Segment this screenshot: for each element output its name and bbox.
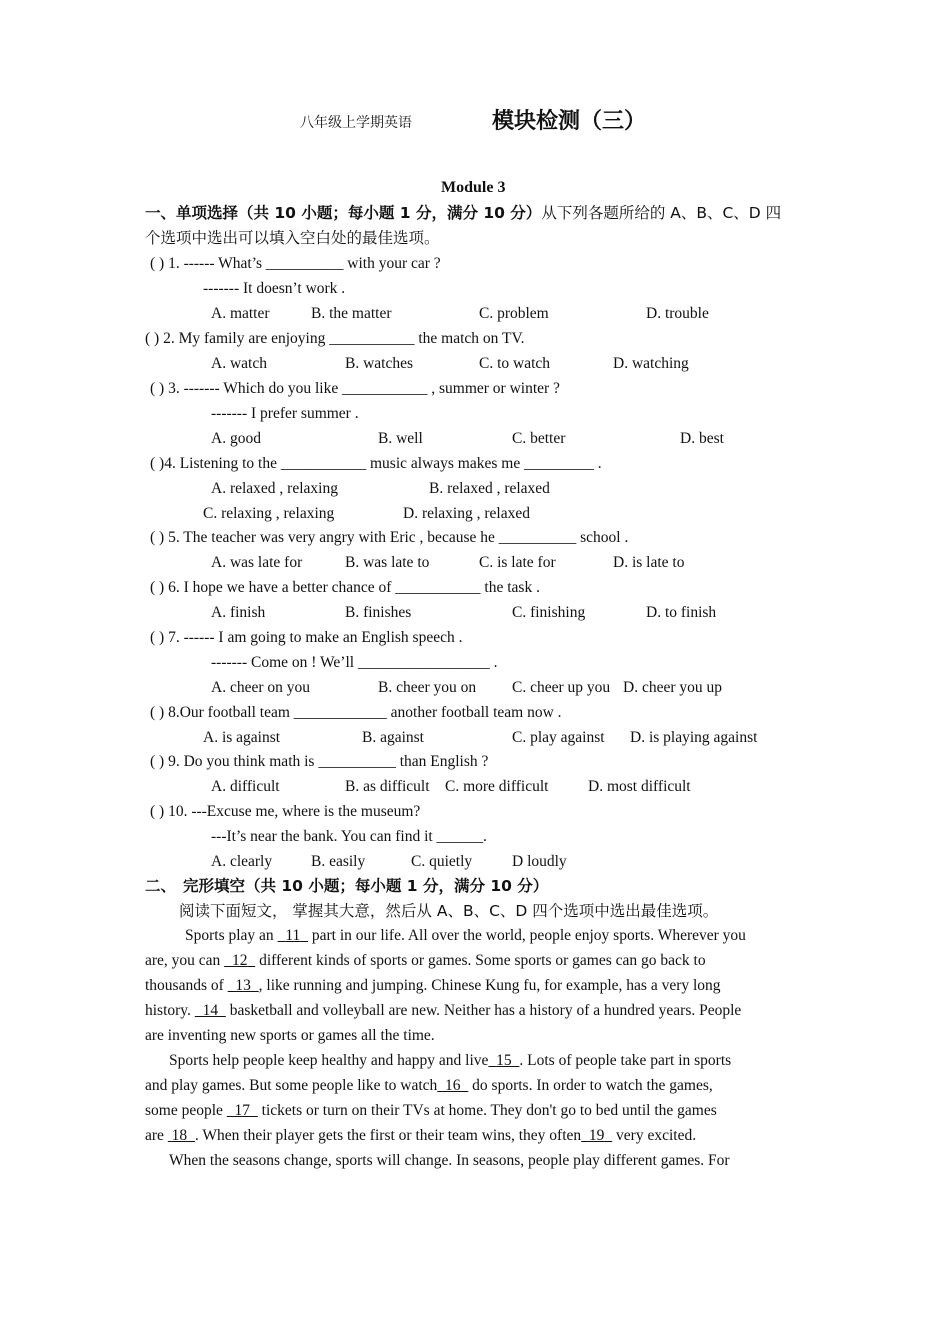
module-title: Module 3 [441, 179, 506, 196]
question-7-line2: ------- Come on ! We’ll _________________ . [211, 654, 498, 671]
q5-option-a: A. was late for [211, 554, 303, 571]
q2-option-d: D. watching [613, 355, 689, 372]
section1-heading-tail: 从下列各题所给的 A、B、C、D 四 [541, 204, 782, 222]
q8-option-b: B. against [362, 729, 424, 746]
q1-option-c: C. problem [479, 305, 549, 322]
blank-number: 15 [496, 1052, 512, 1069]
passage-text: part in our life. All over the world, people enjoy sports. Wherever you [308, 927, 746, 944]
question-3-line2: ------- I prefer summer . [211, 405, 359, 422]
blank-number: 11 [285, 927, 301, 944]
section2-heading: 完形填空（共 10 小题；每小题 1 分，满分 10 分） [183, 877, 549, 895]
blank-19 [581, 1127, 612, 1144]
section2-heading-number: 二、 [145, 877, 177, 895]
question-3: ( ) 3. ------- Which do you like ___________ , summer or winter ? [150, 380, 560, 397]
q4-option-c: C. relaxing , relaxing [203, 505, 335, 522]
q1-option-d: D. trouble [646, 305, 709, 322]
q9-option-d: D. most difficult [588, 778, 691, 795]
passage-text: different kinds of sports or games. Some sports or games can go back to [255, 952, 706, 969]
passage-text: Sports help people keep healthy and happy and live [169, 1052, 489, 1069]
blank-number: 18 [171, 1127, 188, 1144]
blank-number: 19 [588, 1127, 605, 1144]
passage-line-7 [145, 1076, 713, 1096]
q4-option-d: D. relaxing , relaxed [403, 505, 530, 522]
q5-option-d: D. is late to [613, 554, 685, 571]
q10-option-b: B. easily [311, 853, 366, 870]
q3-option-a: A. good [211, 430, 261, 447]
question-5: ( ) 5. The teacher was very angry with Eric , because he __________ school . [150, 529, 629, 546]
q2-option-b: B. watches [345, 355, 414, 372]
q9-option-b: B. as difficult [345, 778, 430, 795]
q6-option-a: A. finish [211, 604, 266, 621]
passage-line-9 [145, 1126, 696, 1146]
blank-14 [195, 1002, 226, 1019]
blank-number: 17 [234, 1102, 251, 1119]
question-10: ( ) 10. ---Excuse me, where is the museum? [150, 803, 421, 820]
q1-option-b: B. the matter [311, 305, 392, 322]
q8-option-c: C. play against [512, 729, 605, 746]
question-10-line2: ---It’s near the bank. You can find it ______. [211, 828, 487, 845]
section1-heading-main: 一、单项选择（共 10 小题；每小题 1 分，满分 10 分） [145, 204, 542, 222]
q3-option-d: D. best [680, 430, 724, 447]
grade-label: 八年级上学期英语 [300, 115, 412, 131]
passage-text: Sports play an [185, 927, 278, 944]
q6-option-b: B. finishes [345, 604, 412, 621]
question-1: ( ) 1. ------ What’s __________ with your car ? [150, 255, 441, 272]
passage-line-3 [145, 976, 721, 996]
passage-line-6 [169, 1051, 731, 1071]
q3-option-b: B. well [378, 430, 423, 447]
passage-text: tickets or turn on their TVs at home. They don't go to bed until the games [257, 1102, 717, 1119]
blank-number: 13 [235, 977, 251, 994]
section2-instruction: 阅读下面短文， 掌握其大意，然后从 A、B、C、D 四个选项中选出最佳选项。 [179, 902, 719, 920]
blank-11 [278, 927, 308, 944]
blank-number: 14 [202, 1002, 219, 1019]
question-6: ( ) 6. I hope we have a better chance of ___________ the task . [150, 579, 540, 596]
question-9: ( ) 9. Do you think math is __________ than English ? [150, 753, 489, 770]
q3-option-c: C. better [512, 430, 566, 447]
q6-option-c: C. finishing [512, 604, 586, 621]
q6-option-d: D. to finish [646, 604, 717, 621]
q5-option-c: C. is late for [479, 554, 556, 571]
q10-option-c: C. quietly [411, 853, 473, 870]
passage-line-10 [169, 1151, 730, 1171]
passage-text: some people [145, 1102, 227, 1119]
passage-text: very excited. [612, 1127, 697, 1144]
question-1-line2: ------- It doesn’t work . [203, 280, 346, 297]
passage-text: , like running and jumping. Chinese Kung fu, for example, has a very long [258, 977, 721, 994]
passage-text: are [145, 1127, 168, 1144]
q10-option-a: A. clearly [211, 853, 273, 870]
q9-option-a: A. difficult [211, 778, 280, 795]
passage-text: When the seasons change, sports will change. In seasons, people play different games. For [169, 1152, 730, 1169]
blank-15 [488, 1052, 519, 1069]
passage-text: are, you can [145, 952, 225, 969]
passage-line-8 [145, 1101, 717, 1121]
page-title: 模块检测（三） [492, 109, 647, 134]
q7-option-c: C. cheer up you [512, 679, 611, 696]
passage-line-5 [145, 1026, 435, 1046]
passage-text: do sports. In order to watch the games, [468, 1077, 713, 1094]
question-4: ( )4. Listening to the ___________ music always makes me _________ . [150, 455, 602, 472]
passage-text: and play games. But some people like to watch [145, 1077, 438, 1094]
passage-text: are inventing new sports or games all the time. [145, 1027, 435, 1044]
passage-text: basketball and volleyball are new. Neither has a history of a hundred years. People [225, 1002, 742, 1019]
q5-option-b: B. was late to [345, 554, 430, 571]
q2-option-a: A. watch [211, 355, 267, 372]
passage-line-1 [185, 926, 746, 946]
passage-text: . When their player gets the first or their team wins, they often [194, 1127, 582, 1144]
q7-option-d: D. cheer you up [623, 679, 722, 696]
q8-option-d: D. is playing against [630, 729, 758, 746]
q10-option-d: D loudly [512, 853, 567, 870]
passage-line-4 [145, 1001, 741, 1021]
passage-text: . Lots of people take part in sports [519, 1052, 732, 1069]
blank-13 [228, 977, 259, 994]
blank-16 [437, 1077, 468, 1094]
blank-17 [227, 1102, 258, 1119]
question-2: ( ) 2. My family are enjoying ___________ the match on TV. [145, 330, 525, 347]
passage-line-2 [145, 951, 706, 971]
q4-option-a: A. relaxed , relaxing [211, 480, 338, 497]
q9-option-c: C. more difficult [445, 778, 549, 795]
q2-option-c: C. to watch [479, 355, 551, 372]
section1-heading [145, 203, 781, 223]
question-8: ( ) 8.Our football team ____________ another football team now . [150, 704, 562, 721]
q7-option-b: B. cheer you on [378, 679, 477, 696]
blank-12 [224, 952, 255, 969]
blank-18 [168, 1127, 195, 1144]
q1-option-a: A. matter [211, 305, 270, 322]
q8-option-a: A. is against [203, 729, 281, 746]
passage-text: thousands of [145, 977, 228, 994]
q4-option-b: B. relaxed , relaxed [429, 480, 550, 497]
blank-number: 12 [231, 952, 248, 969]
q7-option-a: A. cheer on you [211, 679, 310, 696]
section1-heading-line2: 个选项中选出可以填入空白处的最佳选项。 [145, 229, 440, 247]
blank-number: 16 [445, 1077, 461, 1094]
question-7: ( ) 7. ------ I am going to make an English speech . [150, 629, 463, 646]
passage-text: history. [145, 1002, 195, 1019]
